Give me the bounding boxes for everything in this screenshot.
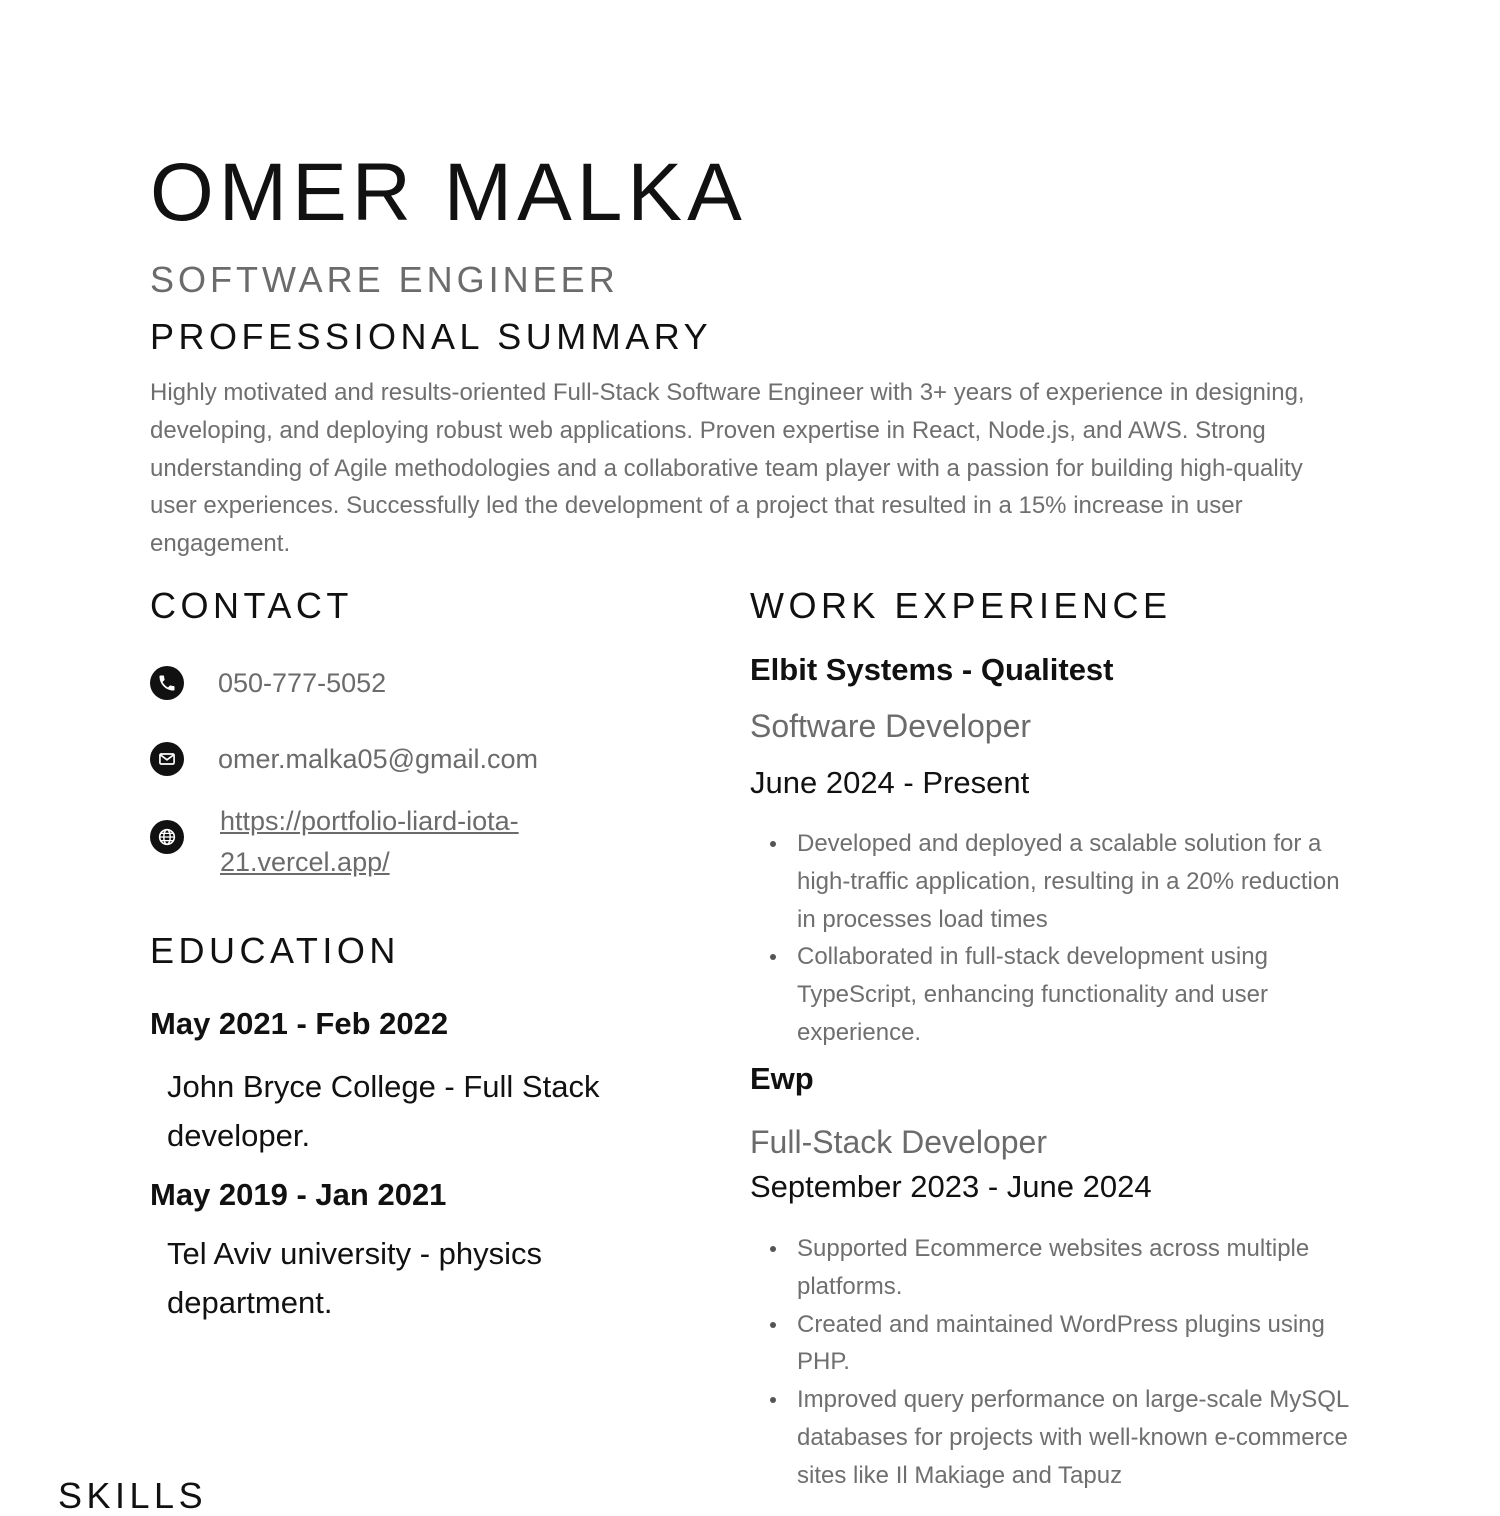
education-heading: EDUCATION xyxy=(150,930,400,971)
education-dates: May 2021 - Feb 2022 xyxy=(150,1006,449,1041)
education-institution: John Bryce College - Full Stack developer. xyxy=(167,1069,600,1153)
education-institution: Tel Aviv university - physics department. xyxy=(167,1236,542,1320)
contact-email[interactable]: omer.malka05@gmail.com xyxy=(218,744,539,774)
education-dates: May 2019 - Jan 2021 xyxy=(150,1177,447,1212)
job-bullet: Developed and deployed a scalable solution for a high-traffic application, resulting in a 20% reduction in processes load times xyxy=(797,825,1360,938)
candidate-name: OMER MALKA xyxy=(150,147,747,238)
job-dates: September 2023 - June 2024 xyxy=(750,1169,1152,1204)
job-bullet: Improved query performance on large-scale MySQL databases for projects with well-known e-commerce sites like Il Makiage and Tapuz xyxy=(797,1381,1360,1494)
summary-heading: PROFESSIONAL SUMMARY xyxy=(150,316,713,357)
work-heading: WORK EXPERIENCE xyxy=(750,585,1172,626)
skills-heading: SKILLS xyxy=(58,1475,208,1516)
job-dates: June 2024 - Present xyxy=(750,765,1030,800)
job-role: Software Developer xyxy=(750,708,1032,744)
company-name: Ewp xyxy=(750,1061,814,1096)
job-bullet: Supported Ecommerce websites across multiple platforms. xyxy=(797,1230,1360,1306)
job-bullets xyxy=(750,825,1360,1052)
job-title: SOFTWARE ENGINEER xyxy=(150,259,619,300)
job-bullet: Created and maintained WordPress plugins using PHP. xyxy=(797,1306,1360,1382)
contact-email-row xyxy=(150,742,538,779)
company-name: Elbit Systems - Qualitest xyxy=(750,652,1114,687)
summary-text: Highly motivated and results-oriented Full-Stack Software Engineer with 3+ years of experience in designing, developing, and deploying robust web applications. Proven expertise in React, Node.js, and AWS. Strong understanding of Agile methodologies and a collaborative team player with a passion for building high-quality user experiences. Successfully led the development of a project that resulted in a 15% increase in user engagement. xyxy=(150,379,1305,558)
job-bullet: Collaborated in full-stack development using TypeScript, enhancing functionality and user experience. xyxy=(797,938,1360,1051)
contact-phone-row xyxy=(150,666,386,703)
globe-icon xyxy=(150,820,184,854)
job-bullets xyxy=(750,1230,1360,1495)
contact-website-row xyxy=(150,806,580,883)
phone-icon xyxy=(150,666,184,700)
contact-phone[interactable]: 050-777-5052 xyxy=(218,668,387,698)
portfolio-link[interactable]: https://portfolio-liard-iota-21.vercel.app/ xyxy=(220,806,519,877)
email-icon xyxy=(150,742,184,776)
contact-heading: CONTACT xyxy=(150,585,353,626)
job-role: Full-Stack Developer xyxy=(750,1124,1047,1160)
